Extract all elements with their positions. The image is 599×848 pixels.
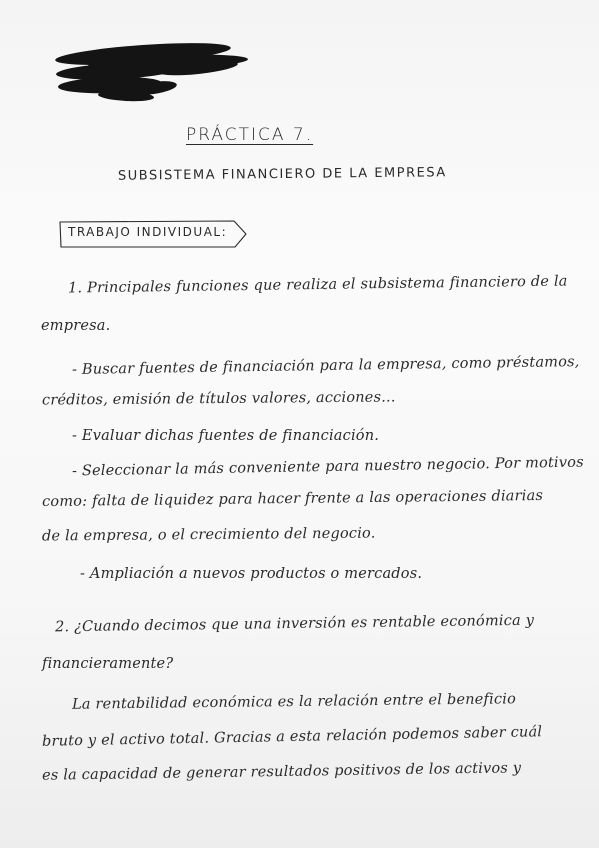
answer-2-line-1: La rentabilidad económica es la relación entre el beneficio <box>71 691 517 713</box>
question-2-line-2: financieramente? <box>42 656 174 672</box>
answer-1-item-3-line-1: - Seleccionar la más conveniente para nuestro negocio. Por motivos <box>71 454 584 480</box>
page-title: PRÁCTICA 7. <box>186 125 314 145</box>
redacted-name-scribble <box>48 38 258 106</box>
answer-2-line-3: es la capacidad de generar resultados positivos de los activos y <box>41 760 522 784</box>
answer-1-item-1-line-1: - Buscar fuentes de financiación para la empresa, como préstamos, <box>71 354 580 378</box>
question-2-line-1: 2. ¿Cuando decimos que una inversión es rentable económica y <box>54 612 535 636</box>
answer-1-item-1-line-2: créditos, emisión de títulos valores, acciones... <box>41 389 396 409</box>
answer-2-line-2: bruto y el activo total. Gracias a esta relación podemos saber cuál <box>41 724 543 750</box>
answer-1-item-3-line-2: como: falta de liquidez para hacer frente a las operaciones diarias <box>41 487 544 511</box>
answer-1-item-3-line-3: de la empresa, o el crecimiento del negocio. <box>41 525 376 545</box>
section-tag: TRABAJO INDIVIDUAL: <box>68 225 228 239</box>
question-1-line-2: empresa. <box>41 318 111 334</box>
page-subtitle: SUBSISTEMA FINANCIERO DE LA EMPRESA <box>117 165 447 184</box>
question-1-line-1: 1. Principales funciones que realiza el subsistema financiero de la <box>67 273 568 297</box>
answer-1-item-2: - Evaluar dichas fuentes de financiación. <box>72 428 380 444</box>
answer-1-item-4: - Ampliación a nuevos productos o mercados. <box>80 566 423 582</box>
